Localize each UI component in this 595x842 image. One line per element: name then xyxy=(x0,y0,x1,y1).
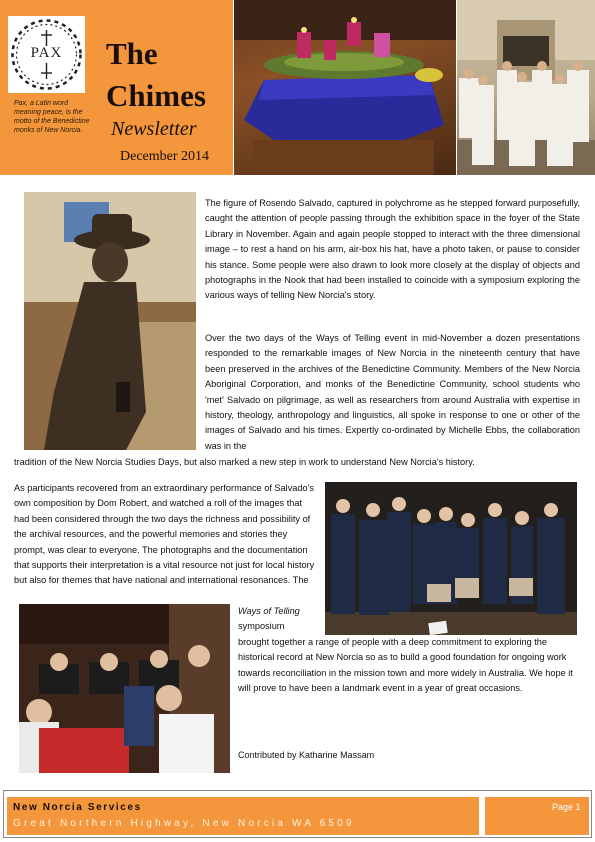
students-photo xyxy=(325,482,577,635)
footer-organisation: New Norcia Services xyxy=(13,802,142,813)
footer-address: Great Northern Highway, New Norcia WA 6509 xyxy=(13,818,355,829)
pax-caption: Pax, a Latin word meaning peace, is the motto of the Benedictine monks of New Norcia. xyxy=(14,100,90,134)
article-paragraph-3: As participants recovered from an extraordinary performance of Salvado's own composition by Dom Robert, and watched a roll of the images that had been considered through the two days the richness and possibility of the archival resources, and the powerful memories and stories they prompt, was clear to everyone. The photographs and the documentation that supports their interpretation is a vital resource not just for local history but also for themes that have national and international resonances. The xyxy=(14,483,315,586)
newsletter-subtitle: Newsletter xyxy=(111,118,197,140)
symposium-lead xyxy=(238,604,322,635)
symposium-word: symposium xyxy=(238,621,285,632)
issue-date: December 2014 xyxy=(120,149,210,164)
article-paragraph-2-end: tradition of the New Norcia Studies Days, but also marked a new step in work to understand New Norcia's history. xyxy=(14,457,475,467)
advent-wreath-photo xyxy=(234,0,456,175)
audience-photo xyxy=(19,604,230,773)
page-number: Page 1 xyxy=(552,802,581,812)
newsletter-title-the: The xyxy=(106,36,158,71)
contributor-credit: Contributed by Katharine Massam xyxy=(238,750,375,760)
newsletter-title-chimes: Chimes xyxy=(106,78,206,113)
logo-text: PAX xyxy=(30,45,63,61)
article-paragraph-2: Over the two days of the Ways of Telling event in mid-November a dozen presentations responded to the remarkable images of New Norcia in the nineteenth century that have been preserved in the archives of the Benedictine Community. Members of the New Norcia Aboriginal Corporation, and monks of the Benedictine Community, school students who 'met' Salvado on pilgrimage, as well as researchers from around Australia with expertise in history, theology, anthropology and linguistics, all spoke in response to one or other of the images of Salvado and his times. Expertly co-ordinated by Michelle Ebbs, the collaboration was in the xyxy=(205,333,580,451)
monks-photo xyxy=(457,0,595,175)
salvado-statue-photo xyxy=(24,192,196,450)
article-paragraph-4: brought together a range of people with a deep commitment to exploring the historical record at New Norcia so as to build a good foundation for ongoing work towards reconciliation in the mission town and more widely in Australia. We hope it will prove to have been a landmark event in a year of great occasions. xyxy=(238,637,573,694)
article-paragraph-1: The figure of Rosendo Salvado, captured in polychrome as he stepped forward purposefully, caught the attention of people passing through the exhibition space in the foyer of the State Library in November. Again and again people stopped to interact with the three dimensional image – to rest a hand on his arm, air-box his hat, have a photo taken, or pause to consider his stance. Some people were also drawn to look more closely at the display of objects and photographs in the Nook that had been installed to coincide with a symposium exploring the various ways of telling New Norcia's story. xyxy=(205,198,580,301)
symposium-title: Ways of Telling xyxy=(238,606,300,616)
